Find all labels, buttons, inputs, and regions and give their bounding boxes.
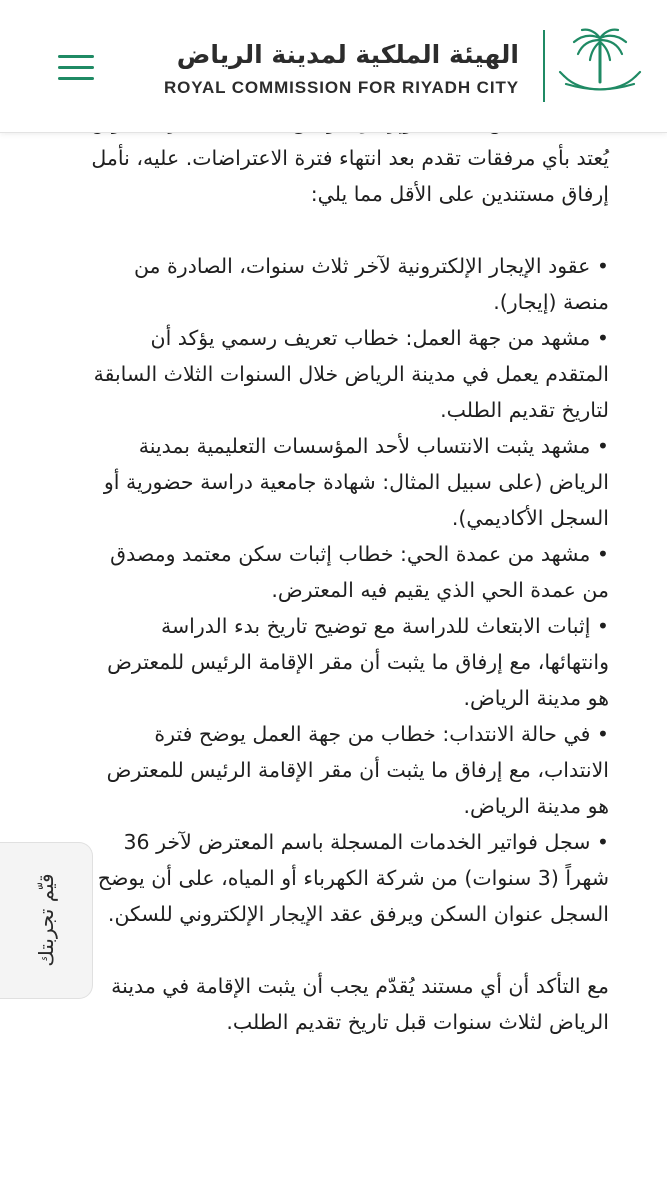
brand-name-english[interactable]: ROYAL COMMISSION FOR RIYADH CITY — [164, 78, 519, 97]
requirement-item: • مشهد من عمدة الحي: خطاب إثبات سكن معتمد ومصدق من عمدة الحي الذي يقيم فيه المعترض. — [110, 542, 609, 602]
requirement-item: • مشهد من جهة العمل: خطاب تعريف رسمي يؤكد أن المتقدم يعمل في مدينة الرياض خلال السنوات الثلاث السابقة لتاريخ تقديم الطلب. — [93, 326, 609, 422]
feedback-tab-button[interactable] — [0, 842, 93, 999]
requirement-item: • إثبات الابتعاث للدراسة مع توضيح تاريخ بدء الدراسة وانتهائها، مع إرفاق ما يثبت أن مقر الإقامة الرئيس للمعترض هو مدينة الرياض. — [107, 614, 609, 710]
menu-line-middle — [58, 66, 94, 69]
logo-divider — [543, 30, 545, 102]
paragraph-gap — [89, 212, 609, 248]
article-viewport[interactable] — [0, 104, 667, 1200]
requirement-item: • مشهد يثبت الانتساب لأحد المؤسسات التعليمية بمدينة الرياض (على سبيل المثال: شهادة جامعية دراسة حضورية أو السجل الأكاديمي). — [103, 434, 609, 530]
brand-name-arabic[interactable]: الهيئة الملكية لمدينة الرياض — [176, 40, 519, 69]
article-intro: يُعتد بأي مرفقات تقدم بعد انتهاء فترة الاعتراضات. عليه، نأمل إرفاق مستندين على الأقل مما يلي: — [91, 146, 609, 206]
menu-line-top — [58, 55, 94, 58]
site-header — [0, 0, 667, 133]
hamburger-menu-icon[interactable] — [58, 52, 94, 84]
paragraph-gap — [89, 932, 609, 968]
requirement-item: • عقود الإيجار الإلكترونية لآخر ثلاث سنوات، الصادرة من منصة (إيجار). — [133, 254, 609, 314]
article-body — [89, 104, 609, 1040]
palm-swords-emblem-icon[interactable] — [556, 26, 644, 106]
requirement-item: • في حالة الانتداب: خطاب من جهة العمل يوضح فترة الانتداب، مع إرفاق ما يثبت أن مقر الإقامة الرئيس للمعترض هو مدينة الرياض. — [106, 722, 609, 818]
menu-line-bottom — [58, 77, 94, 80]
requirement-item: • سجل فواتير الخدمات المسجلة باسم المعترض لآخر 36 شهراً (3 سنوات) من شركة الكهرباء أو المياه، على أن يوضح السجل عنوان السكن ويرفق عقد الإيجار الإلكتروني للسكن. — [97, 830, 609, 926]
article-closing: مع التأكد أن أي مستند يُقدّم يجب أن يثبت الإقامة في مدينة الرياض لثلاث سنوات قبل تاريخ تقديم الطلب. — [111, 974, 609, 1034]
feedback-tab-label: قيّم تجربتك — [34, 873, 58, 967]
